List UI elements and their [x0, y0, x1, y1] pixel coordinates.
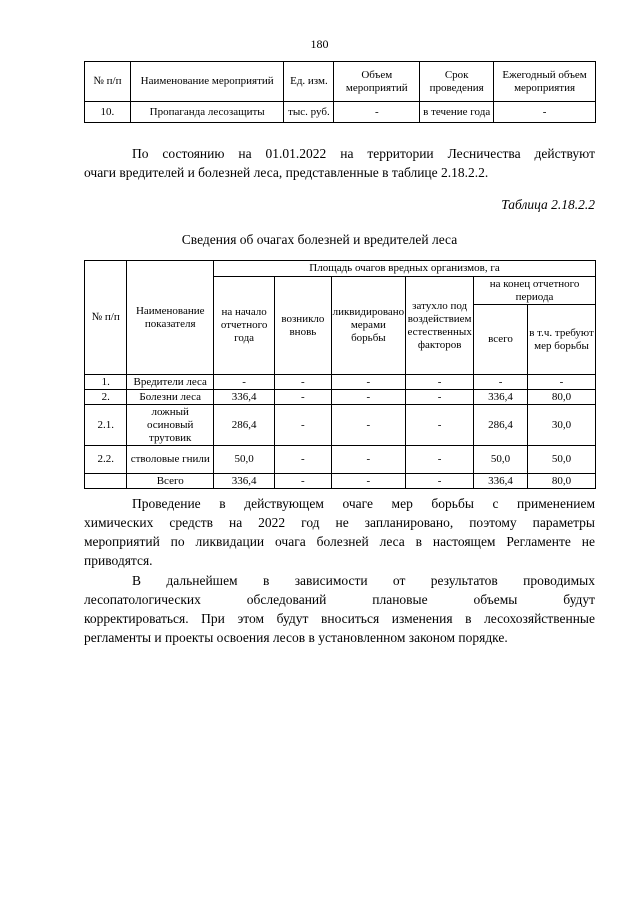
table-cell: - [406, 474, 474, 489]
table-cell: Пропаганда лесозащиты [130, 102, 284, 123]
paragraph-chemical [84, 494, 595, 570]
header-cell: Ед. изм. [284, 62, 334, 102]
table-cell: 336,4 [474, 390, 528, 405]
table-caption: Таблица 2.18.2.2 [501, 197, 595, 212]
paragraph-line: очаги вредителей и болезней леса, представленные в таблице 2.18.2.2. [84, 165, 489, 180]
paragraph-line: По состоянию на 01.01.2022 на территории Лесничества действуют [132, 146, 595, 161]
paragraph-intro [84, 144, 595, 182]
table-cell: Всего [127, 474, 214, 489]
table-cell: Вредители леса [127, 375, 214, 390]
table-cell: - [406, 375, 474, 390]
table-cell: тыс. руб. [284, 102, 334, 123]
table-cell: - [494, 102, 596, 123]
table-cell: - [331, 405, 406, 446]
table-cell: 2.1. [85, 405, 127, 446]
header-cell: на конец отчетного периода [474, 277, 596, 305]
table-cell: 286,4 [214, 405, 275, 446]
table-row [85, 375, 596, 390]
table-cell: - [331, 474, 406, 489]
table-cell: 80,0 [528, 474, 596, 489]
table-cell: 2.2. [85, 446, 127, 474]
table-cell: - [331, 375, 406, 390]
table-cell: 30,0 [528, 405, 596, 446]
header-cell: № п/п [85, 261, 127, 375]
header-cell: ликвидировано мерами борьбы [331, 277, 406, 375]
table-cell: 80,0 [528, 390, 596, 405]
table-cell: 50,0 [214, 446, 275, 474]
table-row [85, 446, 596, 474]
table-cell: - [275, 405, 331, 446]
table-cell: - [214, 375, 275, 390]
paragraph-line: приводятся. [84, 553, 153, 568]
table-cell: - [334, 102, 420, 123]
paragraph-line: В дальнейшем в зависимости от результатов проводимых [132, 573, 595, 588]
header-cell: Наименование мероприятий [130, 62, 284, 102]
table-cell: 50,0 [528, 446, 596, 474]
table-cell: - [275, 474, 331, 489]
header-cell: Наименование показателя [127, 261, 214, 375]
table-cell: - [406, 390, 474, 405]
table-cell: - [406, 405, 474, 446]
paragraph-line: лесопатологических обследований плановые объемы будут [84, 592, 595, 607]
paragraph-line: корректироваться. При этом будут вноситься изменения в лесохозяйственные [84, 611, 595, 626]
table-cell: стволовые гнили [127, 446, 214, 474]
table-cell: - [275, 375, 331, 390]
header-cell: № п/п [85, 62, 131, 102]
header-cell: на начало отчетного года [214, 277, 275, 375]
paragraph-line: Проведение в действующем очаге мер борьбы с применением [132, 496, 595, 511]
paragraph-line: химических средств на 2022 год не запланировано, поэтому параметры [84, 515, 595, 530]
table-row [85, 405, 596, 446]
table-header-row [85, 62, 596, 102]
header-cell: возникло вновь [275, 277, 331, 375]
table-cell: 336,4 [474, 474, 528, 489]
table-cell: 1. [85, 375, 127, 390]
table-row [85, 390, 596, 405]
table-cell: ложный осиновый трутовик [127, 405, 214, 446]
header-cell: всего [474, 305, 528, 375]
header-cell: Площадь очагов вредных организмов, га [214, 261, 596, 277]
header-cell: затухло под воздействием естественных факторов [406, 277, 474, 375]
table-row [85, 102, 596, 123]
table-cell: - [474, 375, 528, 390]
table-title: Сведения об очагах болезней и вредителей леса [181, 232, 458, 247]
table-cell: 336,4 [214, 474, 275, 489]
header-cell: Ежегодный объем мероприятия [494, 62, 596, 102]
table-cell: 10. [85, 102, 131, 123]
table-total-row [85, 474, 596, 489]
table-cell: Болезни леса [127, 390, 214, 405]
table-cell: в течение года [420, 102, 494, 123]
table-cell: 286,4 [474, 405, 528, 446]
page-number: 180 [310, 37, 329, 51]
paragraph-line: регламенты и проекты освоения лесов в установленном законом порядке. [84, 630, 508, 645]
table-cell: 50,0 [474, 446, 528, 474]
paragraph-line: мероприятий по ликвидации очага болезней леса в настоящем Регламенте не [84, 534, 595, 549]
header-cell: Объем мероприятий [334, 62, 420, 102]
table-cell: - [275, 390, 331, 405]
header-cell: в т.ч. требуют мер борьбы [528, 305, 596, 375]
table-cell: - [331, 390, 406, 405]
table-cell: - [528, 375, 596, 390]
table-cell: 2. [85, 390, 127, 405]
table-cell: - [331, 446, 406, 474]
table-cell: - [406, 446, 474, 474]
table-cell: - [275, 446, 331, 474]
foci-table [84, 260, 596, 489]
measures-table [84, 61, 596, 123]
table-cell: 336,4 [214, 390, 275, 405]
table-cell [85, 474, 127, 489]
header-cell: Срок проведения [420, 62, 494, 102]
table-header-row [85, 261, 596, 277]
paragraph-future [84, 571, 595, 647]
